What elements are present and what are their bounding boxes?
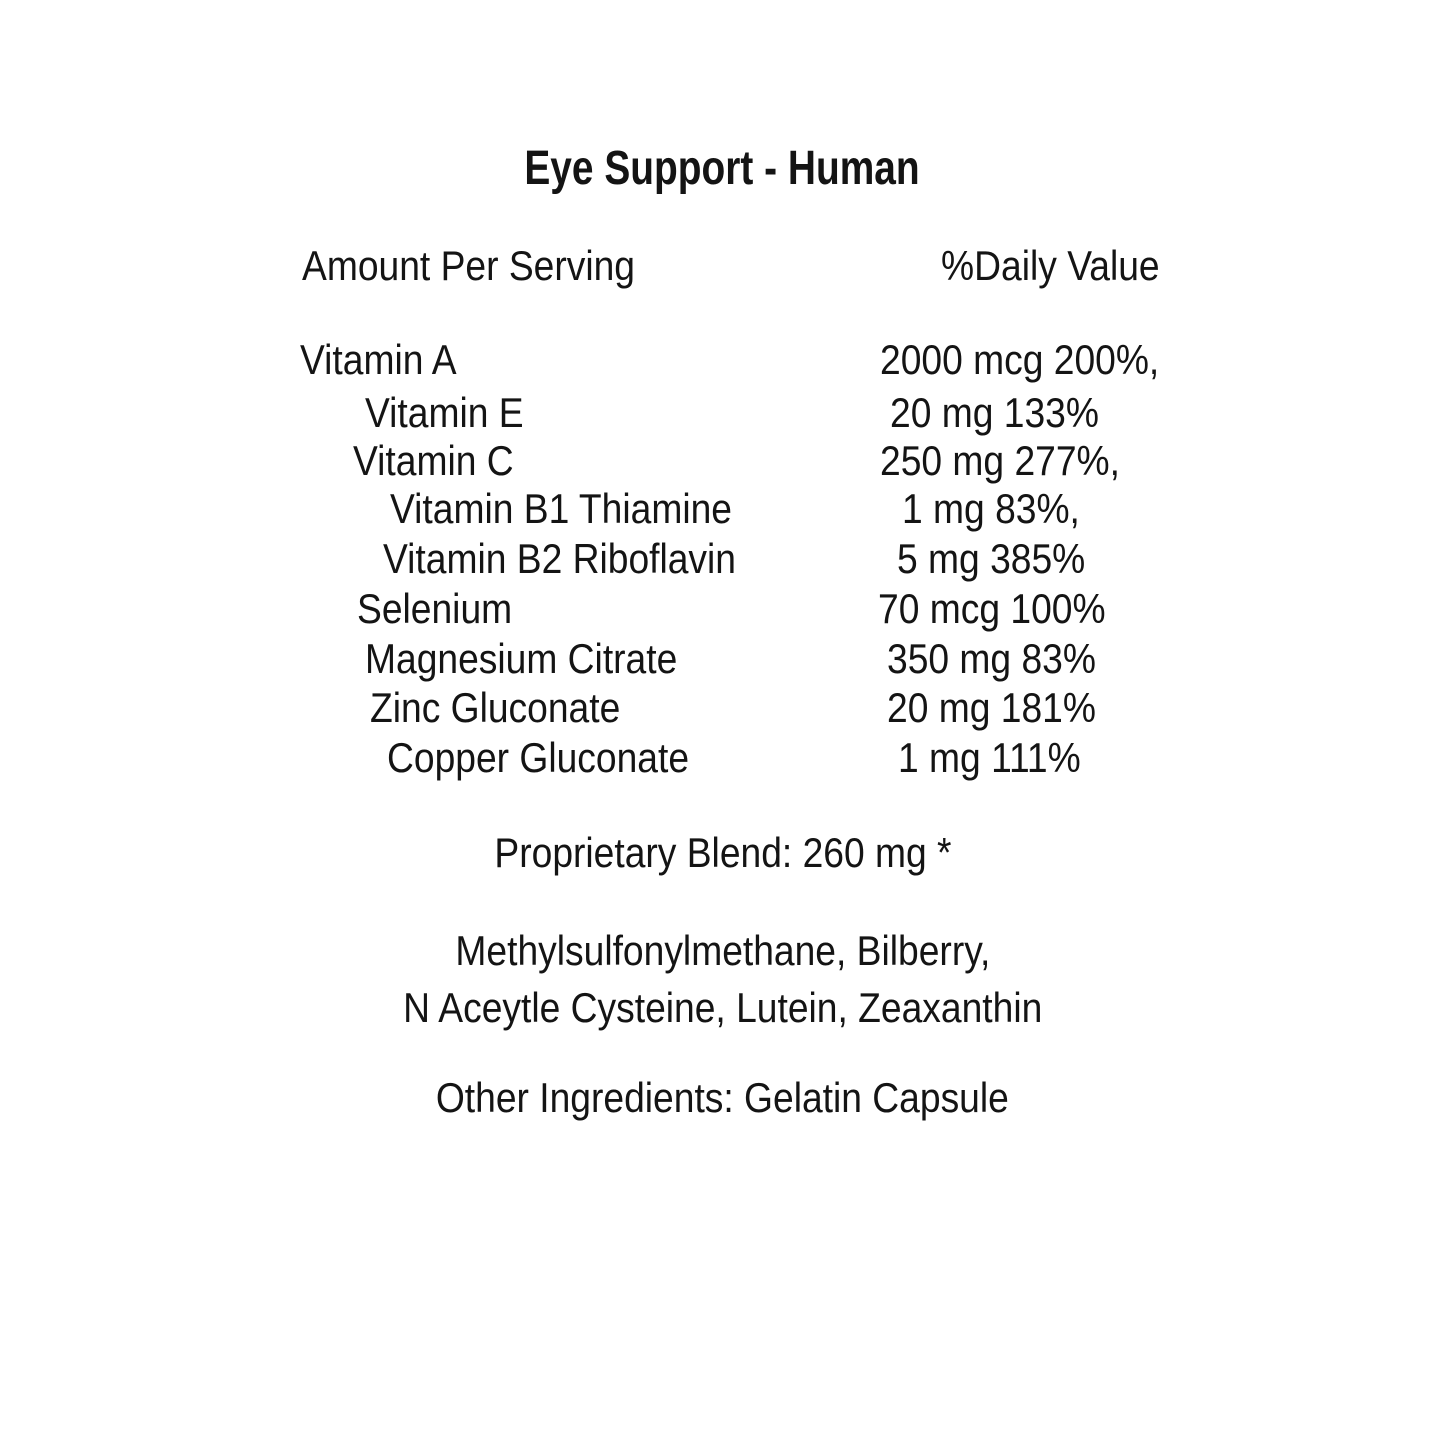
nutrient-name: Vitamin B1 Thiamine [390,485,732,532]
nutrient-name: Selenium [357,585,513,632]
page-title-text: Eye Support - Human [524,142,921,195]
nutrient-value: 20 mg 133% [890,389,1099,436]
nutrient-value: 1 mg 83%, [902,485,1080,532]
column-header-amount: Amount Per Serving [302,242,636,289]
nutrient-value: 20 mg 181% [887,684,1096,731]
nutrient-name: Zinc Gluconate [370,684,621,731]
nutrient-name: Vitamin E [365,389,524,436]
nutrient-name: Magnesium Citrate [365,635,678,682]
nutrient-value: 250 mg 277%, [880,437,1120,484]
nutrient-name: Vitamin C [353,437,514,484]
nutrient-name: Copper Gluconate [387,734,690,781]
nutrient-value: 350 mg 83% [887,635,1096,682]
nutrient-value: 2000 mcg 200%, [880,336,1160,383]
nutrient-value: 70 mcg 100% [878,585,1106,632]
page-title [0,142,1445,195]
other-ingredients-line: Other Ingredients: Gelatin Capsule [436,1074,1009,1121]
proprietary-blend-line: Proprietary Blend: 260 mg * [493,829,952,876]
nutrient-name: Vitamin A [300,336,457,383]
nutrient-name: Vitamin B2 Riboflavin [383,535,737,582]
column-header-daily-value: %Daily Value [940,242,1160,289]
blend-ingredients-line-1: Methylsulfonylmethane, Bilberry, [455,927,990,974]
nutrient-value: 1 mg 111% [898,734,1081,781]
nutrient-value: 5 mg 385% [897,535,1086,582]
blend-ingredients-line-2: N Aceytle Cysteine, Lutein, Zeaxanthin [402,984,1043,1031]
